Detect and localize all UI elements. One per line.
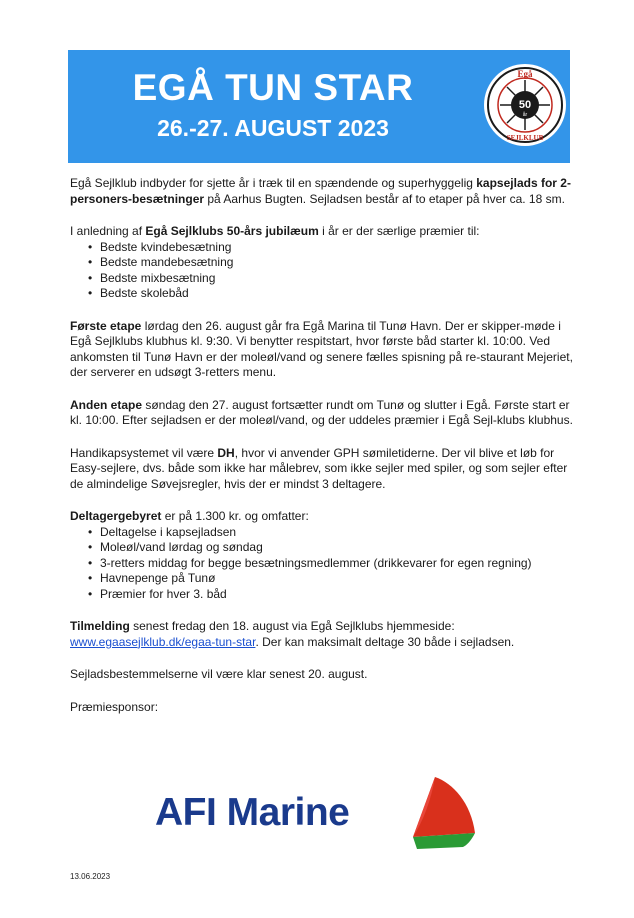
logo-small-text: år — [522, 112, 528, 118]
list-item: • Bedste kvindebesætning — [88, 240, 575, 256]
signup-paragraph: Tilmelding senest fredag den 18. august via Egå Sejlklubs hjemmeside: www.egaasejlklub.dk/egaa-tun-star. Der kan maksimalt deltage 30 både i sejladsen. — [70, 619, 515, 649]
logo-number: 50 — [518, 99, 532, 111]
list-item: • Moleøl/vand lørdag og søndag — [88, 540, 575, 556]
logo-bottom-text: SEJLKLUB — [506, 134, 544, 142]
logo-top-text: Egå — [517, 69, 533, 79]
intro-paragraph: Egå Sejlklub indbyder for sjette år i træk til en spændende og superhyggelig kapsejlads for 2-personers-besætninger på Aarhus Bugten. Sejladsen består af to etaper på hver ca. 18 sm. — [70, 176, 571, 206]
list-item: • Bedste mixbesætning — [88, 271, 575, 287]
event-dates: 26.-27. AUGUST 2023 — [157, 115, 389, 141]
list-item: • Havnepenge på Tunø — [88, 571, 575, 587]
sponsor-label: Præmiesponsor: — [70, 699, 159, 714]
list-item: • Bedste mandebesætning — [88, 255, 575, 271]
event-header-banner — [68, 50, 570, 163]
fee-includes-list — [70, 525, 575, 603]
sponsor-logo — [155, 773, 485, 853]
handicap-paragraph: Handikapsystemet vil være DH, hvor vi anvender GPH sømiletiderne. Der vil blive et løb for Easy-sejlere, dvs. både som ikke har målebrev, som ikke sejler med spiler, og som sejler efter de almindelige Søvejsregler, hvis der er mindst 3 deltagere. — [70, 445, 568, 491]
event-title: EGÅ TUN STAR — [132, 67, 414, 108]
signup-link[interactable]: www.egaasejlklub.dk/egaa-tun-star — [70, 634, 256, 649]
second-stage-paragraph: Anden etape søndag den 27. august fortsætter rundt om Tunø og slutter i Egå. Første start er kl. 10:00. Efter sejladsen er der moleøl/vand, og der uddeles præmier i Egå Sejl-klubs klubhus. — [70, 397, 573, 427]
rules-note: Sejladsbestemmelserne vil være klar senest 20. august. — [70, 667, 368, 681]
list-item: • Præmier for hver 3. båd — [88, 587, 575, 603]
document-body — [70, 176, 575, 715]
list-item: • 3-retters middag for begge besætningsmedlemmer (drikkevarer for egen regning) — [88, 556, 575, 572]
jubilee-prize-list — [70, 240, 575, 302]
fee-paragraph: Deltagergebyret er på 1.300 kr. og omfatter: — [70, 509, 309, 523]
jubilee-paragraph: I anledning af Egå Sejlklubs 50-års jubilæum i år er der særlige præmier til: — [70, 224, 480, 238]
document-date: 13.06.2023 — [70, 872, 111, 881]
list-item: • Deltagelse i kapsejladsen — [88, 525, 575, 541]
club-logo — [483, 63, 567, 147]
first-stage-paragraph: Første etape lørdag den 26. august går fra Egå Marina til Tunø Havn. Der er skipper-møde i Egå Sejlklubs klubhus kl. 9:30. Vi benytter respitstart, hvor første båd starter kl. 10:00. Ved ankomsten til Tunø Havn er der moleøl/vand og senere fælles spisning på re-staurant Mejeriet, der serverer en udsøgt 3-retters menu. — [70, 318, 573, 379]
sponsor-name: AFI Marine — [155, 791, 350, 834]
list-item: • Bedste skolebåd — [88, 286, 575, 302]
sail-icon — [405, 773, 480, 853]
